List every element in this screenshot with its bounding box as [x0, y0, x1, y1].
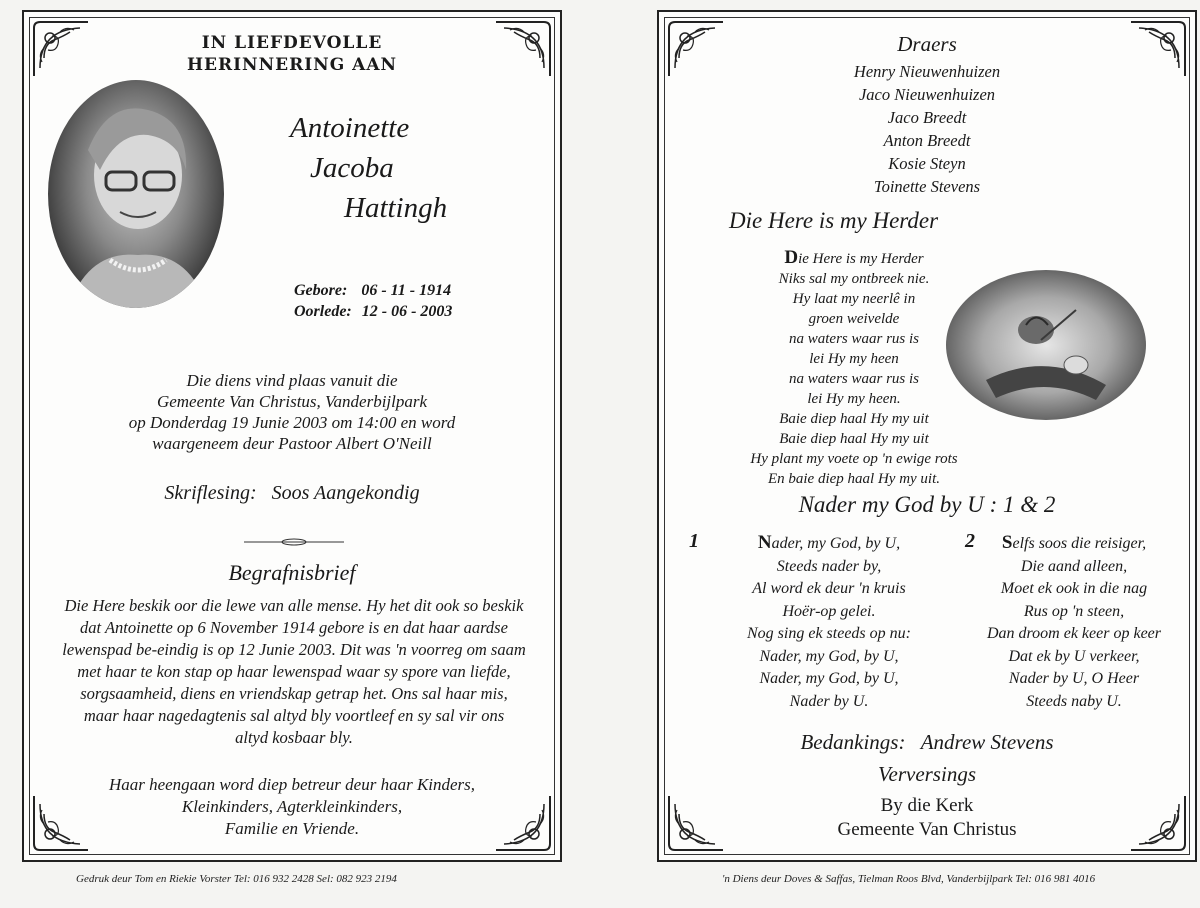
born-row	[294, 280, 451, 301]
mourning-note	[24, 774, 560, 840]
heading-line: HERINNERING AAN	[186, 55, 398, 75]
middle-name: Jacoba	[310, 152, 394, 184]
verse-line: Nader, my God, by U,	[759, 670, 899, 687]
portrait-photo	[48, 80, 224, 308]
psalm-line: lei Hy my heen.	[807, 391, 901, 407]
verse-first-line	[709, 532, 949, 556]
rose-bible-photo	[946, 270, 1146, 420]
verse-line: Nader by U.	[789, 692, 869, 710]
letter-line: Die Here beskik oor die lewe van alle mense. Hy het dit ook so beskik	[64, 596, 524, 615]
thanks-row	[659, 730, 1195, 755]
psalm-line: Hy laat my neerlê in	[792, 291, 916, 307]
letter-line: lewenspad be-eindig is op 12 Junie 2003. Dit was 'n voorreg om saam	[62, 640, 526, 659]
bearer-name: Jaco Breedt	[887, 108, 967, 127]
psalm-line: Hy plant my voete op 'n ewige rots	[750, 451, 958, 467]
verse-number: 1	[689, 530, 699, 552]
service-line: op Donderdag 19 Junie 2003 om 14:00 en word	[128, 413, 456, 432]
died-label: Oorlede:	[294, 303, 352, 320]
verse-first-rest: elfs soos die reisiger,	[1012, 535, 1147, 552]
verse-line: Hoër-op gelei.	[782, 602, 876, 620]
reading-label: Skriflesing:	[164, 482, 257, 504]
ornamental-divider-icon	[244, 537, 344, 547]
reading-value: Soos Aangekondig	[271, 482, 420, 504]
bearer-name: Anton Breedt	[883, 131, 971, 150]
letter-title: Begrafnisbrief	[228, 560, 356, 585]
bearers-title: Draers	[897, 32, 957, 56]
born-label: Gebore:	[294, 282, 348, 299]
mourning-line: Kleinkinders, Agterkleinkinders,	[181, 797, 403, 816]
letter-line: maar haar nagedagtenis sal altyd bly voortleef en sy sal vir ons	[83, 706, 505, 725]
verse-line: Dan droom ek keer op keer	[986, 625, 1161, 642]
bearers-list	[659, 60, 1195, 198]
verse-number: 2	[965, 530, 975, 552]
psalm-title: Die Here is my Herder	[729, 208, 939, 233]
right-page	[657, 10, 1197, 862]
first-name: Antoinette	[290, 112, 410, 144]
bearer-name: Kosie Steyn	[888, 154, 966, 173]
verse-dropcap: S	[1001, 532, 1013, 553]
letter-line: sorgsaamheid, diens en vriendskap getrap het. Ons sal haar mis,	[80, 684, 508, 703]
left-page	[22, 10, 562, 862]
psalm-text	[749, 248, 959, 489]
verse-line: Nader, my God, by U,	[759, 647, 899, 665]
bearer-name: Jaco Nieuwenhuizen	[858, 85, 996, 104]
letter-line: dat Antoinette op 6 November 1914 gebore is en dat haar aardse	[80, 618, 508, 637]
heading-line: IN LIEFDEVOLLE	[201, 33, 383, 53]
psalm-first-rest: ie Here is my Herder	[798, 251, 924, 267]
scripture-reading	[24, 482, 560, 505]
mourning-line: Haar heengaan word diep betreur deur haar Kinders,	[108, 775, 476, 794]
psalm-line: na waters waar rus is	[788, 331, 920, 347]
refreshments-title: Verversings	[878, 762, 976, 786]
service-line: Die diens vind plaas vanuit die	[186, 371, 398, 390]
verse-dropcap: N	[757, 532, 772, 553]
psalm-line: Baie diep haal Hy my uit	[779, 411, 929, 427]
psalm-dropcap: D	[784, 247, 799, 268]
funeral-letter	[34, 595, 554, 749]
service-line: Gemeente Van Christus, Vanderbijlpark	[156, 392, 428, 411]
verse-line: Moet ek ook in die nag	[1000, 580, 1148, 597]
refreshments-line: By die Kerk	[880, 795, 974, 816]
verse-first-line	[969, 532, 1179, 556]
service-line: waargeneem deur Pastoor Albert O'Neill	[152, 434, 432, 453]
mourning-line: Familie en Vriende.	[224, 819, 360, 838]
hymn-verse-1	[709, 532, 949, 713]
psalm-line: lei Hy my heen	[809, 351, 899, 367]
verse-line: Dat ek by U verkeer,	[1008, 647, 1140, 665]
verse-line: Al word ek deur 'n kruis	[752, 580, 906, 597]
verse-line: Die aand alleen,	[1020, 557, 1128, 575]
bearer-name: Henry Nieuwenhuizen	[853, 62, 1001, 81]
letter-line: altyd kosbaar bly.	[235, 728, 353, 747]
refreshments-details	[659, 794, 1195, 842]
memorial-heading	[24, 32, 560, 76]
psalm-first-line	[749, 248, 959, 269]
psalm-line: na waters waar rus is	[788, 371, 920, 387]
psalm-line: Baie diep haal Hy my uit	[779, 431, 929, 447]
service-details	[24, 370, 560, 454]
psalm-line: groen weivelde	[808, 311, 900, 327]
died-date: 12 - 06 - 2003	[361, 303, 453, 320]
refreshments-line: Gemeente Van Christus	[837, 819, 1017, 840]
printer-credit-right: 'n Diens deur Doves & Saffas, Tielman Roos Blvd, Vanderbijlpark Tel: 016 981 4016	[722, 873, 1096, 885]
surname: Hattingh	[344, 192, 448, 224]
verse-line: Steeds naby U.	[1026, 692, 1122, 710]
verse-line: Steeds nader by,	[776, 557, 882, 575]
born-date: 06 - 11 - 1914	[361, 282, 452, 299]
verse-line: Rus op 'n steen,	[1023, 602, 1125, 620]
thanks-name: Andrew Stevens	[920, 730, 1054, 754]
hymn-title: Nader my God by U : 1 & 2	[798, 492, 1056, 517]
thanks-label: Bedankings:	[800, 730, 906, 754]
letter-line: met haar te kon stap op haar lewenspad waar sy spore van liefde,	[77, 662, 511, 681]
hymn-verse-2	[969, 532, 1179, 713]
verse-line: Nader by U, O Heer	[1008, 670, 1140, 687]
bearer-name: Toinette Stevens	[873, 177, 981, 196]
verse-first-rest: ader, my God, by U,	[771, 535, 901, 552]
psalm-line: En baie diep haal Hy my uit.	[767, 471, 941, 487]
verse-line: Nog sing ek steeds op nu:	[747, 625, 911, 642]
printer-credit-left: Gedruk deur Tom en Riekie Vorster Tel: 016 932 2428 Sel: 082 923 2194	[76, 873, 397, 885]
died-row	[294, 301, 452, 322]
psalm-line: Niks sal my ontbreek nie.	[778, 271, 930, 287]
